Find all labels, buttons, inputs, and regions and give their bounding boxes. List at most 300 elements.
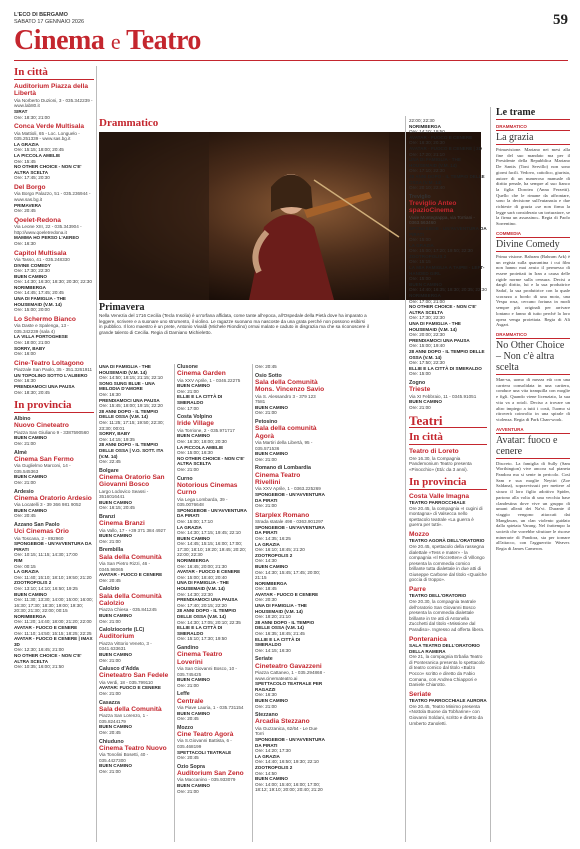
film-title: UN TOPOLINO SOTTO L'ALBERO (14, 372, 88, 378)
film-title: AVATAR - FUOCO E CENERE | IMAX 3D (14, 636, 93, 647)
showtimes: Ore: 11:25; 17:15; 19:50; 22:30; 23:30; 00:01 (99, 419, 164, 431)
showtimes: Ore: 15:00; 19:40 (409, 343, 445, 349)
venue-name: Auditorium San Zeno (177, 769, 244, 777)
venue-address: Via San Giovanni Bosco, 10 - 035.745425 (177, 666, 237, 677)
venue-name: Cinema Oratorio Ardesio (14, 494, 92, 502)
venue-address: Via Locatelli 3 - 39 366 981 9052 (14, 502, 82, 508)
showtimes: Ore: 21:00 (14, 440, 36, 446)
showtimes: Ore: 16:10; 18:45; 21:20 (255, 547, 305, 553)
showtimes: Ore: 11:10; 14:50; 15:15; 18:25; 22:25 (14, 630, 92, 636)
plot-genre: DRAMMATICO (496, 124, 527, 129)
venue-name: Trieste (409, 386, 431, 394)
venue-address: Via San Pietro Rizzi, 46 - 0345.98065 (99, 561, 150, 572)
film-title: LA GRAZIA (14, 141, 39, 147)
film-title: BUEN CAMINO (177, 383, 210, 389)
venue-address: Via Tonolini Bosetti, 40 - 035.4427300 (99, 752, 149, 763)
showtimes: Ore: 20:45 (14, 208, 36, 214)
venue-town: Branzi (99, 514, 116, 521)
venue-address: Via XXV Aprile, 1 - 0363.225269 (255, 486, 321, 492)
venue-entry (14, 250, 94, 313)
venue-name: Arcadia Stezzano (255, 718, 310, 726)
showtimes: Ore: 16:30 (255, 692, 277, 698)
showtimes: Ore: 21:00 (409, 404, 431, 410)
venue-address: Via XI Febbraio, 11 - 0345.91051 (409, 393, 477, 399)
venue-entry (255, 656, 327, 709)
venue-entry (177, 476, 249, 642)
theatre-town: Ponteranica (409, 635, 447, 643)
film-title: AVATAR - FUOCO E CENERE (255, 591, 319, 597)
film-title: LA GRAZIA (255, 541, 280, 547)
film-title: ELLIE E LA CITTÀ DI SMERALDO (177, 625, 223, 636)
showtimes: Ore: 14:30; 22:30 (177, 591, 213, 597)
film-title: BUEN CAMINO (99, 499, 132, 505)
film-title: 28 ANNI DOPO - IL TEMPIO DELLE OSSA | V.O. SOTT. ITA (V.M. 14) (99, 442, 164, 459)
showtimes: Ore: 15:15 (409, 259, 431, 265)
film-title: BUEN CAMINO (177, 782, 210, 788)
film-title: NO OTHER CHOICE - NON C'E' ALTRA SCELTA (14, 164, 82, 175)
venue-name: Lo Schermo Bianco (14, 315, 76, 323)
showtimes: Ore: 15:10; 17:30; 19:50 (177, 636, 227, 642)
showtimes: Ore: 15:00 (409, 237, 431, 243)
film-title: AVATAR - FUOCO E CENERE (14, 625, 78, 631)
venue-town: Casazza (99, 699, 120, 706)
showtimes: Ore: 20:45 (177, 755, 199, 761)
venue-entry (14, 316, 94, 357)
venue-address: Via Toscana, 2 - 892960 (14, 535, 64, 541)
showtimes: Ore: 14:30; 16:30; 18:30; 20:30; 22:30 (14, 279, 92, 285)
showtimes: Ore: 00:15 (14, 563, 36, 569)
venue-address: Piazza San Lorenzo, 1 - 035.8244179 (99, 713, 149, 724)
venue-entry (255, 364, 327, 370)
venue-entry (99, 739, 171, 775)
venue-name: Cine Teatro Agorà (177, 730, 234, 738)
film-title: BUEN CAMINO (177, 535, 210, 541)
showtimes: Ore: 14:30; 17:05; 20:10; 22:35 (177, 619, 241, 625)
venue-list-province (14, 416, 94, 670)
showtimes: Ore: 16:30 (14, 240, 36, 246)
venue-town: Ozio Sopra (177, 763, 205, 770)
showtimes: Ore: 21:00 (255, 703, 277, 709)
film-title: SORRY, BABY (99, 431, 131, 437)
showtimes: Ore: 15:00 (409, 371, 431, 377)
plot-title: Avatar: fuoco e cenere (496, 433, 570, 459)
film-title: BUEN CAMINO (99, 533, 132, 539)
venue-entry (99, 666, 171, 696)
showtimes: Ore: 15:00; 17:20; 19:50; 22:30 (409, 248, 473, 254)
section-in-citta: In città (14, 66, 94, 80)
film-title: BUEN CAMINO (14, 435, 47, 441)
venue-town: Romano di Lombardia (255, 465, 311, 472)
film-title: ELLIE E LA CITTÀ DI SMERALDO (255, 636, 301, 648)
showtimes: Ore: 16:45; 20:00; 21:30 (177, 563, 227, 569)
venue-address: Via Borgo Palazzo, 51 - 035.236944 - www.sas.bg.it (14, 191, 91, 202)
venue-town: Chiuduno (99, 738, 124, 745)
film-title: SIRAT (14, 109, 28, 114)
venue-name: Cinema Teatro Rivellini (255, 471, 301, 486)
plots-sidebar (496, 107, 570, 556)
film-title: NORIMBERGA (255, 580, 287, 586)
showtimes: Ore: 20:45 (99, 730, 121, 736)
showtimes: Ore: 14:40; 16:50; 19:30; 22:10 (255, 759, 319, 765)
film-title: PRENDIAMOCI UNA PAUSA (99, 397, 160, 403)
venue-list-col5 (409, 118, 487, 410)
showtimes: Ore: 14:35; 16:25 (255, 535, 291, 541)
column-2 (99, 364, 171, 842)
venue-town: Calolzio (99, 586, 120, 593)
theatre-entry (409, 586, 487, 633)
showtimes: Ore: 18:45 (255, 586, 277, 592)
film-title: LA MIA FAMIGLIA A TAIPEI - LEFT-HANDED GIRL (409, 265, 485, 276)
sidebar-items (496, 124, 570, 552)
page-number: 59 (553, 12, 568, 28)
venue-address: Via Lega Lombarda, 39 - 035.0076648 (177, 496, 228, 508)
venue-address: Viale Montegrappa, via Torriani - 0363.563460 (409, 214, 475, 226)
film-title: UNA DI FAMIGLIA - THE HOUSEMAID (V.M. 14) (99, 364, 151, 375)
film-title: ZOOTROPOLIS 2 (255, 764, 293, 770)
film-title: BUEN CAMINO (255, 404, 288, 410)
plot-text: Discreto. La famiglia di Sully (Sam Worthington) vive ancora sul pianeta Pandora ma si sente in pericolo. Così Sam e sua moglie Neytiri (Zoe Saldana), sopravvissuti per mettere al sicuro il loro figlio adottivo Spider, partono alla volta di una vecchia base clandestina dove vive un gruppo di umani alleati dei Na'vi. Durante il viaggio vengono attaccati dai Mangkwan, un clan violento guidato dalla spietata Varang. Nel frattempo la società che vorrebbe sfruttare le risorse minerarie di Pandora, sta per tornare all'attacco, con l'agguerrito Weaver. Regia di James Cameron. (496, 460, 570, 552)
film-title: UNA DI FAMIGLIA - THE HOUSEMAID (V.M. 14) (409, 157, 461, 168)
column-divider (96, 66, 97, 842)
film-title: BUEN CAMINO (255, 776, 288, 782)
showtimes: Ore: 15:00; 17:10 (177, 518, 213, 524)
venue-name: Starplex Romano (255, 511, 310, 519)
venue-entry (14, 83, 94, 120)
showtimes: Ore: 15:45; 18:00; 19:15; 22:20 (99, 403, 163, 409)
venue-town: Treviglio (409, 193, 431, 200)
film-title: ZOOTROPOLIS 2 (409, 253, 447, 259)
showtimes: Ore: 14:15; 19:35 (99, 436, 135, 442)
showtimes: Ore: 12:30; 16:45; 21:00 (14, 647, 64, 653)
film-title: AVATAR - FUOCO E CENERE (409, 134, 473, 140)
venue-name: Cine-Teatro Loltagono (14, 359, 84, 367)
venue-address: Piazza Vittorio Veneto, 3 - 0341.633631 (99, 640, 152, 652)
film-title: SPONGEBOB - UN'AVVENTURA DA PIRATI (14, 541, 92, 552)
showtimes: Ore: 21:00 (99, 769, 121, 774)
venue-entry (177, 764, 249, 794)
film-title: ZOOTROPOLIS 2 (255, 552, 293, 558)
film-title: BUEN CAMINO (14, 591, 47, 597)
film-title: AVATAR - FUOCO E CENERE (177, 569, 241, 575)
film-title: ELLIE E LA CITTÀ DI SMERALDO (177, 394, 223, 405)
showtimes: Ore: 20:45 (14, 513, 36, 519)
showtimes: Ore: 21:00 (255, 456, 277, 462)
showtimes: Ore: 16:00 (14, 351, 36, 357)
film-title: 28 ANNI DOPO - IL TEMPIO DELLE OSSA (V.M. 14) (409, 173, 485, 185)
film-title: BUEN CAMINO (409, 399, 442, 405)
venue-address: Via Martiri della Libertà, 95 - 035.571536 (255, 440, 313, 451)
venue-name: Conca Verde Multisala (14, 123, 84, 131)
venue-town: Brembilla (99, 547, 124, 554)
venue-town: Petosino (255, 418, 278, 425)
venue-address: Largo Lodovico Seassi - 3516016441 (99, 488, 149, 500)
film-title: SPETTACOLO TEATRALE PER RAGAZZI (255, 681, 323, 692)
venue-entry (409, 118, 487, 191)
plot-text: Man-su, uomo di mezza età con una carriera consolidata in una cartiera, conduce una vita tranquilla con moglie e figli. Quando viene licenziato, la sua vita va a rotoli. Deciso a trovare un altro impiego a tutti i costi, l'uomo si ritroverà coinvolto in una spirale di violenza. Regia di Park Chan-wook. (496, 376, 570, 422)
venue-town: Leffe (177, 691, 190, 698)
theatre-venue: SALA TEATRO DELL'ORATORIO DELLA RAMERA (409, 643, 480, 654)
venue-address: Strada statale 498 - 0363.901297 (255, 519, 324, 525)
venue-address: Via Guzzanica, 62/64 - Le Due Torri (255, 725, 318, 737)
showtimes: Ore: 16:30 (99, 391, 121, 397)
film-title: SPONGEBOB - UN'AVVENTURA DA PIRATI (255, 736, 325, 748)
venue-address: Via Norberto Duzioni, 3 - 035.342239 - www.lab80.it (14, 97, 93, 109)
showtimes: Ore: 21:00 (99, 691, 121, 697)
venue-town: Clusone (177, 364, 198, 370)
venue-entry (14, 184, 94, 214)
theatre-venue: TEATRO PARROCCHIALE AURORA (409, 698, 487, 704)
film-title: LA GRAZIA (409, 242, 434, 248)
venue-town: Almè (14, 449, 27, 456)
venue-name: Auditorium Piazza della Libertà (14, 83, 89, 98)
feature-synopsis: Nella Venezia del 1716 Cecilia (Tecla Insolia) è un'orfana affidata, come tante all'epoca, all'Ospedale della Pietà dove ha imparato a leggere, scrivere e a suonare uno strumento, il violino. Le ragazze suonano ma nascoste da una grata perché non possono esibirsi in pubblico. Il loro maestro è un prete, Antonio Vivaldi (Michele Riondino) ormai malato e caduto in disgrazia ma che sa riconoscere il grande talento di Cecilia. Regia di Damiano Michieletto. (99, 313, 369, 335)
venue-entry (14, 416, 94, 446)
plot-entry (496, 124, 570, 227)
theatre-venue: TEATRO PARROCCHIALE (409, 499, 466, 505)
column-4 (255, 364, 327, 842)
venue-town: Calusco d'Adda (99, 666, 139, 673)
film-title: LA GRAZIA (255, 753, 280, 759)
venue-list-city (14, 83, 94, 395)
venue-entry (14, 123, 94, 181)
theatre-town: Teatro di Loreto (409, 448, 459, 456)
theatre-town: Costa Valle Imagna (409, 492, 470, 500)
showtimes: 22:00; 22:30 (409, 118, 435, 123)
film-title: 28 ANNI DOPO - IL TEMPIO DELLE OSSA (V.M. 14) (177, 608, 237, 620)
column-divider (405, 116, 406, 842)
venue-address: Via S.Giovanni Battista, 6 - 035.468199 (177, 738, 232, 749)
venue-town: Zogno (409, 379, 426, 386)
theatre-description: Ore 20.45, la compagnia «I cugini di montagna» di Valsecca nello spettacolo teatrale «La guerra è guerra per tutti». (409, 505, 483, 528)
showtimes: Ore: 18:20; 21:10 (255, 614, 291, 620)
film-title: BUEN CAMINO (99, 613, 132, 619)
showtimes: Ore: 16:30; 18:00; 20:30 (177, 438, 227, 444)
venue-town: Bolgare (99, 467, 119, 474)
film-title: BUEN CAMINO (177, 677, 210, 683)
film-title: NORIMBERGA (14, 284, 46, 290)
column-divider (252, 364, 253, 842)
film-title: UNA DI FAMIGLIA - THE HOUSEMAID (V.M. 14) (177, 580, 229, 592)
film-title: BUEN CAMINO (409, 281, 442, 287)
venue-entry (14, 217, 94, 247)
showtimes: Ore: 11:30; 13:30; 14:00; 15:00; 16:00; 16:30; 17:30; 18:30; 19:00; 19:30; 20:30; 21:30; 22:00; 00:15 (14, 597, 93, 614)
venue-entry (409, 380, 487, 410)
venue-entry (14, 522, 94, 670)
venue-town: Ardesio (14, 488, 34, 495)
venue-name: Iride Village (177, 420, 214, 428)
newspaper-name: L'ECO DI BERGAMO (14, 12, 68, 18)
masthead (14, 12, 84, 25)
venue-name: Sala della Comunità Mons. Vincenzo Savio (255, 378, 325, 394)
venue-entry (255, 712, 327, 793)
column-divider (174, 364, 175, 842)
showtimes: Ore: 18:30; 21:00 (14, 114, 50, 120)
venue-town: Costa Volpino (177, 414, 213, 421)
showtimes: Ore: 17:00 (177, 405, 199, 411)
theatre-entry (409, 493, 487, 528)
showtimes: Ore: 21:00 (177, 466, 199, 472)
venue-name: Notorious Cinemas Curno (177, 481, 238, 497)
film-title: BUEN CAMINO (255, 698, 288, 703)
venue-name: Auditorium (99, 633, 135, 641)
showtimes: Ore: 20:45 (99, 577, 121, 583)
theatre-description: Ore 20.45, Teatro Minimo presenta «Nottola Buone da Tobharine» con Giovanni Soldani, scritto e diretto da Umberto Zanoletti. (409, 703, 483, 726)
film-title: PRENDIAMOCI UNA PAUSA (177, 597, 238, 603)
venue-address: Via XXV Aprile, 1 - 0346.22275 (177, 377, 241, 383)
film-title: 28 ANNI DOPO - IL TEMPIO DELLE OSSA (V.M. 14) (409, 348, 485, 360)
section-teatri: Teatri (409, 414, 487, 428)
showtimes: Ore: 21:00 (177, 388, 199, 394)
film-title: PRENDIAMOCI UNA PAUSA (409, 337, 470, 343)
venue-name: Cinema Teatro Nuovo (99, 744, 167, 752)
venue-address: Piazza San Giuliano 9 - 3387590560 (14, 429, 89, 435)
section-in-provincia: In provincia (14, 399, 94, 413)
plot-genre: DRAMMATICO (496, 331, 527, 337)
venue-town: Mozzo (177, 724, 194, 731)
theatre-venue: TEATRO AGORÀ DELL'ORATORIO (409, 538, 485, 544)
showtimes: Ore: 21:00 (99, 618, 121, 624)
showtimes: Ore: 21:00 (177, 682, 199, 688)
showtimes: Ore: 17:40; 20:15; 22:20 (177, 602, 227, 608)
showtimes: Ore: 20:10; 22:40 (409, 185, 445, 191)
plot-title: Divine Comedy (496, 237, 570, 252)
plot-text: Prima visione. Bahram (Bahram Ark) è un regista sulla quarantina i cui film non hanno mai avuto il permesso di essere proiettati in Iran a causa delle rigide norme sulla censura. Decisi a dargli diritto, lui e la sua produttrice Sadaf, la sua produttrice con la quale scorazza a bordo di una moto, una Vespa rosa, cercano fortuna in modi sempre più originali per arrivare lontano e fanno di tutto perché la loro opera venga proiettata. Regia di Ali Asgari. (496, 253, 570, 328)
film-title: DIVINE COMEDY (14, 262, 51, 268)
plot-title: No Other Choice – Non c'è altra scelta (496, 338, 570, 375)
showtimes: Ore: 14:00; 15:40; 16:00; 17:00; 18:12; 19:10; 20:00; 20:40; 21:20 (255, 781, 323, 793)
film-title: BUEN CAMINO (177, 433, 210, 439)
film-title: BUEN CAMINO (99, 724, 132, 730)
venue-name: Sala della Comunità (99, 705, 162, 713)
plot-entry (496, 231, 570, 328)
showtimes: Ore: 21:00 (255, 410, 277, 416)
showtimes: Ore: 15:00 (409, 276, 431, 282)
showtimes: Ore: 10:35; 16:00; 21:50 (14, 664, 64, 670)
film-title: NO OTHER CHOICE - NON C'E' ALTRA SCELTA (409, 304, 477, 315)
film-title: RIM (14, 557, 23, 563)
venue-entry (177, 414, 249, 472)
showtimes: Ore: 14:45; 17:45; 20:45 (14, 290, 64, 296)
showtimes: Ore: 18:00; 21:00 (14, 340, 50, 346)
venue-address: Via Leone XIII, 22 - 035.343904 - http://www.qoeletredona.it (14, 224, 82, 235)
showtimes: Ore: 21:00 (255, 503, 277, 509)
venue-address: Via Vallo, 17 - +39 371 384 4927 (99, 527, 166, 533)
plot-genre: COMMEDIA (496, 230, 521, 236)
venue-entry (99, 547, 171, 583)
venue-address: Via Guglielmo Marconi, 14 - 035.545363 (14, 463, 71, 474)
showtimes: Ore: 17:45; 20:30 (14, 175, 50, 181)
showtimes: Ore: 15:00; 16:30 (177, 450, 213, 456)
film-title: ELLIE E LA CITTÀ DI SMERALDO (409, 365, 482, 371)
venue-address: Piazza Chiesa - 035.841245 (99, 607, 157, 613)
theatre-list-city (409, 448, 487, 472)
theatre-entry (409, 636, 487, 688)
film-title: NORIMBERGA (409, 293, 441, 299)
venue-entry (99, 364, 171, 465)
film-title: AVATAR - FUOCO E CENERE | 3D (409, 145, 482, 151)
venue-name: Cinema Garden (177, 370, 226, 378)
venue-town: Seriate (255, 656, 273, 663)
venue-address: Via Piave Lauria, 1 - 035.731154 (177, 704, 244, 710)
venue-town: Stezzano (255, 712, 278, 719)
theatre-list-province (409, 493, 487, 727)
film-title: SORRY, BABY (14, 345, 46, 351)
venue-entry (255, 512, 327, 654)
venue-name: Del Borgo (14, 183, 46, 191)
plot-text: Primavisione. Mariano nei mesi alla fine del suo mandato ma per il Presidente della Repubblica Mariano De Santis (Toni Servillo) non sono giorni facili. Vedovo, cattolico, giurista, autore di un numeroso manuale di diritto penale, ha sempre al suo fianco la figlia Dorotea (Anna Ferzetti). Quello che le rimane da affrontare, sono la decisione sull'eutanasia e due richieste di grazia «se non firma la legge sarà considerato un torturatore, se la firma un assassino». Regia di Paolo Sorrentino. (496, 147, 570, 227)
venue-address: Via Maccanino - 035.933079 (177, 777, 236, 783)
venue-entry (255, 419, 327, 462)
venue-name: Cinema San Fermo (14, 455, 74, 463)
showtimes: Ore: 16:35; 18:45; 21:45 (255, 631, 305, 637)
issue-date: SABATO 17 GENNAIO 2026 (14, 18, 85, 25)
showtimes: Ore: 15:00; 18:40; 20:40 (177, 574, 227, 580)
venue-entry (409, 194, 487, 377)
venue-entry (99, 586, 171, 624)
theatre-town: Seriate (409, 690, 431, 698)
film-title: BUEN CAMINO (14, 273, 47, 279)
film-title: ZOOTROPOLIS 2 (14, 580, 52, 586)
showtimes: Ore: 16:30; 20:30 (409, 140, 445, 146)
film-title: NO OTHER CHOICE - NON C'E' ALTRA SCELTA (14, 653, 82, 664)
venue-town: Gandino (177, 644, 199, 651)
theatre-venue: TEATRO DELL'ORATORIO (409, 593, 467, 599)
showtimes: Ore: 21:00 (99, 538, 121, 544)
venue-list-col3 (177, 364, 249, 794)
showtimes: Ore: 18:30; 20:45 (14, 389, 50, 395)
showtimes: Ore: 21:00 (177, 788, 199, 794)
venue-entry (177, 691, 249, 721)
film-title: SPETTACOLI TEATRALE (177, 749, 232, 755)
film-title: UNA DI FAMIGLIA - THE HOUSEMAID (V.M. 14) (14, 296, 66, 307)
venue-town: Azzano San Paolo (14, 521, 60, 528)
showtimes: Ore: 20:00; 22:30 (409, 332, 445, 338)
title-rule (14, 60, 568, 61)
plot-entry (496, 427, 570, 552)
venue-town: Curno (177, 475, 193, 482)
showtimes: Ore: 14:30; 17:15; 19:45; 22:10 (177, 530, 241, 536)
showtimes: Ore: 13:10; 14:10; 16:50; 19:25 (14, 585, 78, 591)
showtimes: Ore: 20:45 (177, 716, 199, 722)
showtimes: Ore: 16:30 (14, 378, 36, 384)
film-title: BUEN CAMINO (14, 507, 47, 513)
film-title: BUEN CAMINO (99, 652, 132, 658)
showtimes: Ore: 17:30; 22:30 (409, 315, 445, 321)
film-title: UNA DI FAMIGLIA - THE HOUSEMAID (V.M. 14) (409, 321, 461, 332)
showtimes: Ore: 14:20; 17:30 (255, 748, 291, 754)
film-title: LA GRAZIA (177, 524, 202, 530)
venue-name: Sala della Comunità (99, 553, 162, 561)
showtimes: Ore: 14:30 (255, 558, 277, 564)
column-city (14, 66, 94, 842)
venue-address: Via Torrione, 2 - 035.971717 (177, 427, 235, 433)
film-title: LA PICCOLA AMELIE (177, 444, 224, 450)
film-title: NORIMBERGA (177, 558, 209, 564)
theatre-description: Ore 20.30, la compagnia teatrale dell'oratorio San Giovanni Bosco presenta la commedia dialettale brillante in tre atti di Antonella Zucchetti dal titolo «Missione dal Paradiso». Ingresso ad offerta libera. (409, 599, 485, 633)
venue-address: Via Mattioli, 65 - Loc. Longuelo - 035.251339 - www.sas.bg.it (14, 130, 80, 142)
showtimes: Ore: 11:40; 15:10; 18:10; 19:50; 21:20 (14, 574, 92, 580)
theatre-town: Mozzo (409, 530, 430, 538)
plot-title: La grazia (496, 130, 570, 145)
venue-name: Qoelet-Redona (14, 216, 61, 224)
theatre-entry (409, 448, 487, 472)
venue-name: Cinema Teatro Loverini (177, 651, 223, 666)
showtimes: Ore: 14:10; 19:50 (409, 129, 445, 135)
venue-address: Via Daste e Spalenga, 13 - 035.342239 (sala 4) (14, 323, 69, 334)
venue-entry (177, 725, 249, 761)
section-teatri-citta: In città (409, 431, 487, 445)
venue-town: Osio Sotto (255, 372, 282, 379)
